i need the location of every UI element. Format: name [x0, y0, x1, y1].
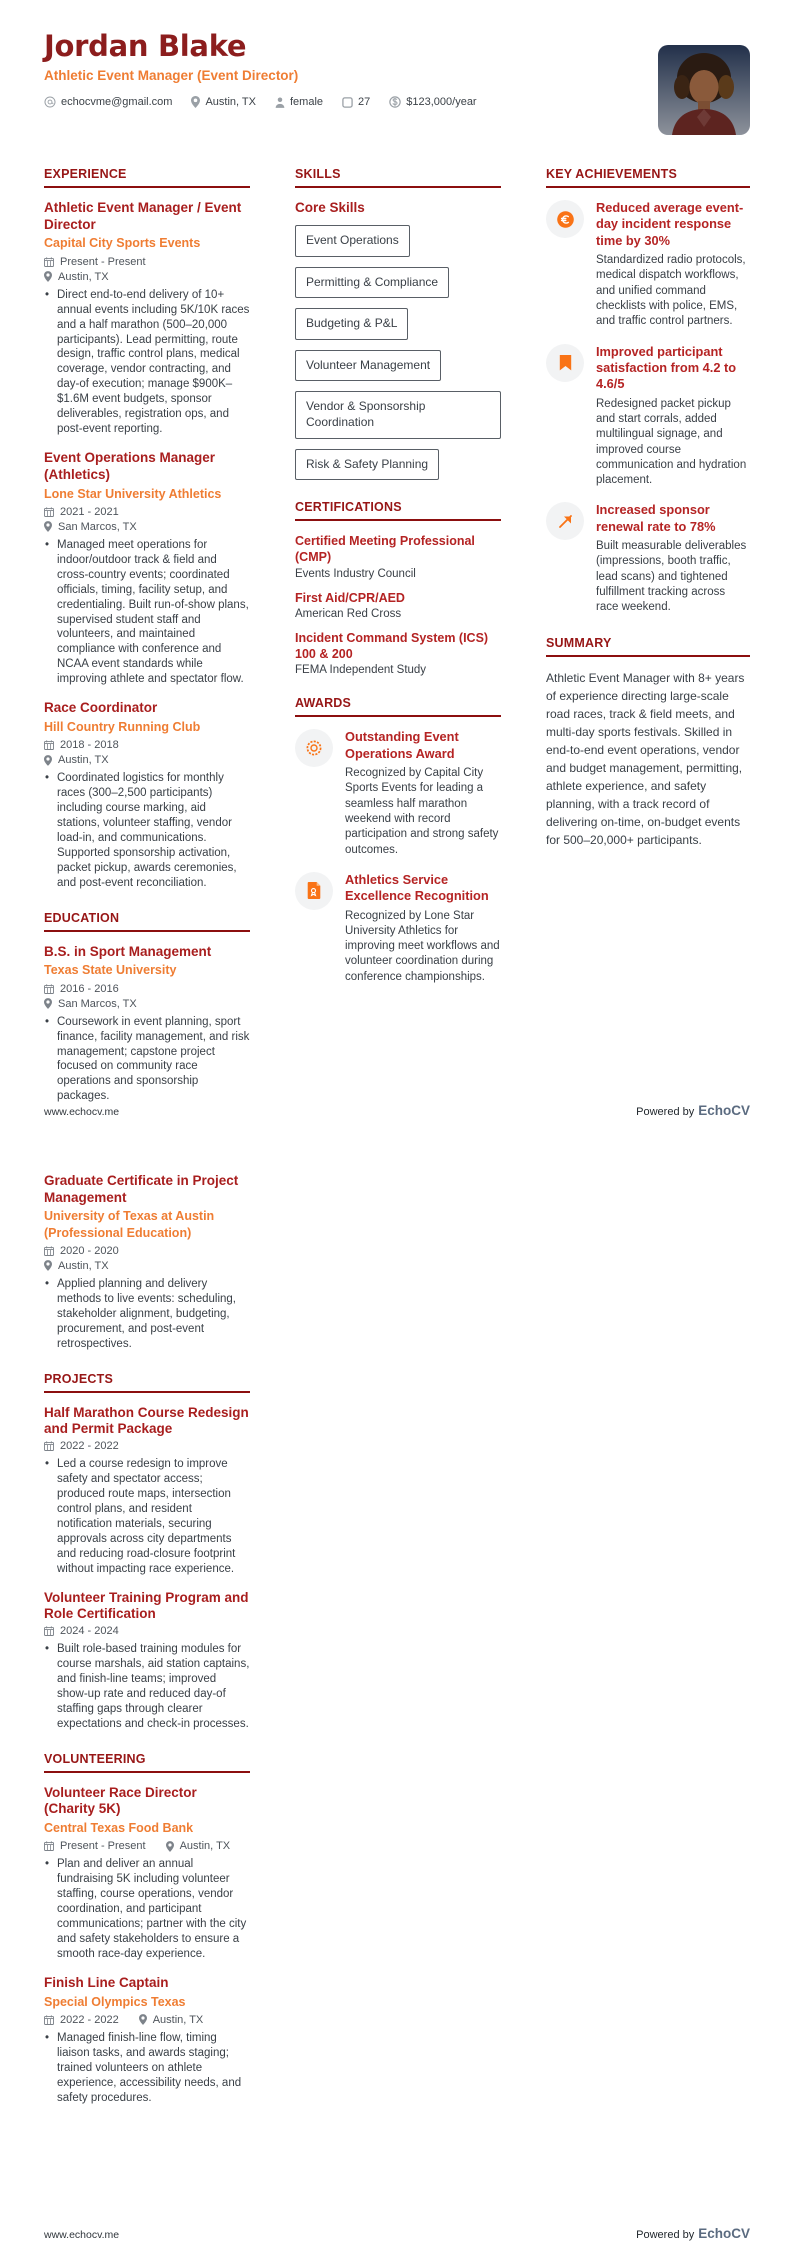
experience-date: 2021 - 2021	[60, 505, 119, 518]
calendar-icon	[44, 1441, 54, 1451]
skill-chip: Permitting & Compliance	[295, 267, 449, 299]
volunteering-date: Present - Present	[60, 1840, 146, 1853]
award-description: Recognized by Lone Star University Athletics for improving meet workflows and volunteer coordination during conference championships.	[345, 909, 500, 983]
page2-columns	[44, 1173, 750, 2126]
contact-age-text: 27	[358, 96, 371, 109]
column-middle	[295, 167, 501, 1123]
education-date-row	[44, 1245, 250, 1257]
calendar-icon	[44, 740, 54, 750]
footer-powered-prefix: Powered by	[636, 1106, 695, 1118]
section-achievements	[546, 167, 750, 616]
skill-chip: Event Operations	[295, 225, 410, 257]
column-left	[44, 167, 250, 1123]
section-projects	[44, 1372, 250, 1732]
experience-bullet: • Managed meet operations for indoor/outdoor track & field and cross-country events; coordinated officials, timing, facility setup, and credentialing. Built run-of-show plans, supervised student staff and volunteers, and maintained compliance with conference and NCAA event standards while improving athlete and spectator flow.	[44, 538, 250, 687]
education-date: 2020 - 2020	[60, 1244, 119, 1257]
certification-title: Certified Meeting Professional (CMP)	[295, 534, 475, 565]
medal-icon	[295, 729, 333, 767]
awards-heading: AWARDS	[295, 696, 501, 717]
achievement-title: Increased sponsor renewal rate to 78%	[596, 502, 716, 534]
volunteering-date: 2022 - 2022	[60, 2013, 119, 2026]
page1-footer	[44, 1103, 750, 1118]
achievements-heading: KEY ACHIEVEMENTS	[546, 167, 750, 188]
certification-item	[295, 630, 501, 677]
project-date: 2024 - 2024	[60, 1625, 119, 1638]
page-2	[0, 1123, 794, 2246]
header-job-title: Athletic Event Manager (Event Director)	[44, 68, 299, 84]
certification-title: First Aid/CPR/AED	[295, 590, 405, 605]
flag-icon	[546, 502, 584, 540]
volunteering-heading: VOLUNTEERING	[44, 1752, 250, 1773]
salary-icon	[389, 96, 401, 108]
section-certifications	[295, 500, 501, 676]
calendar-icon	[44, 2015, 54, 2025]
award-title: Athletics Service Excellence Recognition	[345, 871, 489, 904]
column-middle-empty	[295, 1173, 501, 2126]
volunteering-location: Austin, TX	[179, 1840, 231, 1853]
achievement-item	[546, 200, 750, 330]
experience-location-row	[44, 271, 250, 283]
project-title: Volunteer Training Program and Role Certification	[44, 1589, 249, 1622]
footer-powered	[636, 1103, 750, 1118]
page1-columns	[44, 167, 750, 1123]
footer-powered	[636, 2226, 750, 2241]
certificate-icon	[295, 872, 333, 910]
header-text	[44, 30, 477, 108]
pin-icon	[44, 755, 52, 766]
volunteering-meta-row	[44, 1840, 250, 1852]
experience-item	[44, 450, 250, 687]
volunteering-title: Finish Line Captain	[44, 1975, 169, 1990]
section-volunteering	[44, 1752, 250, 2106]
calendar-icon	[44, 1246, 54, 1256]
experience-company: Lone Star University Athletics	[44, 486, 222, 501]
education-date: 2016 - 2016	[60, 982, 119, 995]
age-icon	[342, 97, 353, 108]
experience-date: 2018 - 2018	[60, 739, 119, 752]
calendar-icon	[44, 257, 54, 267]
contact-email	[44, 96, 172, 108]
footer-brand: EchoCV	[698, 2226, 750, 2241]
euro-coin-icon	[546, 200, 584, 238]
volunteering-date-row	[44, 1840, 146, 1852]
skill-chip: Vendor & Sponsorship Coordination	[295, 391, 501, 438]
volunteering-location-row	[139, 2014, 204, 2026]
education-school: Texas State University	[44, 963, 177, 978]
education-item	[44, 944, 250, 1105]
contact-salary	[389, 96, 476, 108]
at-icon	[44, 96, 56, 108]
project-item	[44, 1405, 250, 1577]
section-summary	[546, 636, 750, 849]
experience-location-row	[44, 754, 250, 766]
achievement-item	[546, 502, 750, 615]
column-left	[44, 1173, 250, 2126]
education-school: University of Texas at Austin (Professional Education)	[44, 1209, 215, 1240]
volunteering-location: Austin, TX	[152, 2013, 204, 2026]
education-title: B.S. in Sport Management	[44, 943, 212, 959]
profile-photo	[658, 45, 750, 135]
contact-age	[342, 96, 370, 108]
education-bullet: • Coursework in event planning, sport finance, facility management, and risk management; capstone project focused on community race operations and sponsorship packages.	[44, 1015, 250, 1105]
experience-date-row	[44, 506, 250, 518]
volunteering-meta-row	[44, 2014, 250, 2026]
experience-title: Event Operations Manager (Athletics)	[44, 450, 216, 482]
calendar-icon	[44, 1626, 54, 1636]
page2-footer	[44, 2226, 750, 2241]
pin-icon	[44, 1260, 52, 1271]
achievement-description: Built measurable deliverables (impressions, booth traffic, lead scans) and tightened fulfillment tracking across race weekend.	[596, 540, 747, 614]
experience-date-row	[44, 739, 250, 751]
column-right	[546, 167, 750, 1123]
calendar-icon	[44, 507, 54, 517]
achievement-title: Improved participant satisfaction from 4.2 to 4.6/5	[596, 343, 737, 392]
project-title: Half Marathon Course Redesign and Permit Package	[44, 1404, 249, 1437]
contact-location-text: Austin, TX	[205, 96, 256, 109]
certification-item	[295, 590, 501, 620]
pin-icon	[166, 1841, 174, 1852]
volunteering-org: Central Texas Food Bank	[44, 1821, 194, 1836]
pin-icon	[44, 998, 52, 1009]
experience-location: San Marcos, TX	[58, 520, 137, 533]
experience-company: Hill Country Running Club	[44, 719, 201, 734]
skill-chip: Volunteer Management	[295, 350, 441, 382]
education-location: Austin, TX	[58, 1259, 109, 1272]
experience-title: Athletic Event Manager / Event Director	[44, 200, 242, 232]
contact-gender-text: female	[289, 96, 324, 109]
experience-item	[44, 700, 250, 890]
award-item	[295, 729, 501, 857]
experience-location-row	[44, 521, 250, 533]
footer-site-link: www.echocv.me	[44, 1106, 120, 1118]
experience-location: Austin, TX	[58, 754, 109, 767]
experience-bullet: • Coordinated logistics for monthly races (300–2,500 participants) including course marking, aid stations, volunteer staffing, vendor load-in, and communications. Supported sponsorship activation, packet pickup, awards ceremonies, and post-event reconciliation.	[44, 771, 250, 891]
projects-heading: PROJECTS	[44, 1372, 250, 1393]
volunteering-item	[44, 1785, 250, 1962]
summary-heading: SUMMARY	[546, 636, 750, 657]
pin-icon	[44, 521, 52, 532]
pin-icon	[44, 271, 52, 282]
pin-icon	[191, 96, 200, 108]
volunteering-title: Volunteer Race Director (Charity 5K)	[44, 1784, 197, 1817]
section-experience	[44, 167, 250, 891]
project-item	[44, 1590, 250, 1732]
volunteering-date-row	[44, 2014, 119, 2026]
column-right-empty	[546, 1173, 750, 2126]
achievement-title: Reduced average event-day incident response time by 30%	[596, 200, 744, 248]
award-title: Outstanding Event Operations Award	[345, 729, 459, 761]
volunteering-org: Special Olympics Texas	[44, 1994, 186, 2009]
bookmark-icon	[546, 344, 584, 382]
project-bullet: • Built role-based training modules for course marshals, aid station captains, and finish-line teams; improved show-up rate and reduced day-of staffing gaps through clearer expectations and check-in processes.	[44, 1642, 250, 1732]
contact-email-text: echocvme@gmail.com	[61, 96, 173, 109]
contact-salary-text: $123,000/year	[406, 96, 477, 109]
certification-issuer: FEMA Independent Study	[295, 664, 427, 677]
education-location-row	[44, 1260, 250, 1272]
experience-heading: EXPERIENCE	[44, 167, 250, 188]
achievement-description: Redesigned packet pickup and start corrals, added multilingual signage, and improved course communication and hydration placement.	[596, 397, 747, 487]
skill-chip: Budgeting & P&L	[295, 308, 408, 340]
volunteering-item	[44, 1975, 250, 2106]
volunteering-bullet: • Plan and deliver an annual fundraising 5K including volunteer staffing, course operations, vendor coordination, and participant communications; partner with the city and safety stakeholders to ensure a smooth race-day experience.	[44, 1857, 250, 1962]
contact-location	[191, 96, 256, 108]
contact-row	[44, 96, 477, 108]
header	[44, 30, 750, 135]
volunteering-location-row	[166, 1840, 231, 1852]
section-skills	[295, 167, 501, 480]
page-title: Jordan Blake	[44, 29, 247, 63]
experience-title: Race Coordinator	[44, 700, 158, 716]
calendar-icon	[44, 984, 54, 994]
certification-issuer: Events Industry Council	[295, 567, 416, 580]
footer-site-link: www.echocv.me	[44, 2229, 120, 2241]
education-heading: EDUCATION	[44, 911, 250, 932]
certifications-heading: CERTIFICATIONS	[295, 500, 501, 521]
contact-gender	[275, 96, 323, 108]
education-location: San Marcos, TX	[58, 997, 137, 1010]
experience-date-row	[44, 256, 250, 268]
footer-brand: EchoCV	[698, 1103, 750, 1118]
calendar-icon	[44, 1841, 54, 1851]
education-bullet: • Applied planning and delivery methods to live events: scheduling, stakeholder alignment, budgeting, procurement, and post-event retrospectives.	[44, 1277, 250, 1352]
skills-heading: SKILLS	[295, 167, 501, 188]
certification-title: Incident Command System (ICS) 100 & 200	[295, 630, 489, 662]
volunteering-bullet: • Managed finish-line flow, timing liaison tasks, and awards staging; trained volunteers on athlete experience, accessibility needs, and safety procedures.	[44, 2031, 250, 2106]
section-awards	[295, 696, 501, 985]
project-bullet: • Led a course redesign to improve safety and spectator access; produced route maps, intersection control plans, and resident notification materials, securing approvals across city departments and reducing road-closure footprint without impacting race experience.	[44, 1457, 250, 1577]
section-education	[44, 911, 250, 1105]
award-item	[295, 872, 501, 985]
skill-chip: Risk & Safety Planning	[295, 449, 439, 481]
education-location-row	[44, 998, 250, 1010]
skills-group-title: Core Skills	[295, 200, 365, 215]
award-description: Recognized by Capital City Sports Events for leading a seamless half marathon weekend with record participation and strong safety outcomes.	[345, 767, 499, 856]
certification-issuer: American Red Cross	[295, 607, 402, 620]
education-item	[44, 1173, 250, 1352]
pin-icon	[139, 2014, 147, 2025]
education-date-row	[44, 983, 250, 995]
experience-location: Austin, TX	[58, 270, 109, 283]
education-title: Graduate Certificate in Project Management	[44, 1173, 239, 1205]
person-icon	[275, 97, 285, 108]
summary-text: Athletic Event Manager with 8+ years of experience directing large-scale road races, track & field meets, and multi-day sports festivals. Skilled in end-to-end event operations, vendor and budget management, permitting, athlete experience, and safety planning, with a track record of delivering on-time, on-budget events for 500–20,000+ participants.	[546, 670, 745, 847]
experience-date: Present - Present	[60, 255, 146, 268]
project-date-row	[44, 1625, 250, 1637]
section-education-continued	[44, 1173, 250, 1352]
certification-item	[295, 533, 501, 580]
project-date-row	[44, 1440, 250, 1452]
project-date: 2022 - 2022	[60, 1440, 119, 1453]
experience-company: Capital City Sports Events	[44, 236, 201, 251]
achievement-description: Standardized radio protocols, medical dispatch workflows, and unified command checklists with police, EMS, and traffic control partners.	[596, 254, 746, 328]
experience-bullet: • Direct end-to-end delivery of 10+ annual events including 5K/10K races and a half marathon (500–20,000 participants). Lead permitting, route design, traffic control plans, medical coverage, vendor contracting, and day-of execution; manage $900K–$1.6M event budgets, sponsor deliverables, registration ops, and post-event reporting.	[44, 288, 250, 437]
footer-powered-prefix: Powered by	[636, 2229, 695, 2241]
achievement-item	[546, 344, 750, 489]
experience-item	[44, 200, 250, 437]
